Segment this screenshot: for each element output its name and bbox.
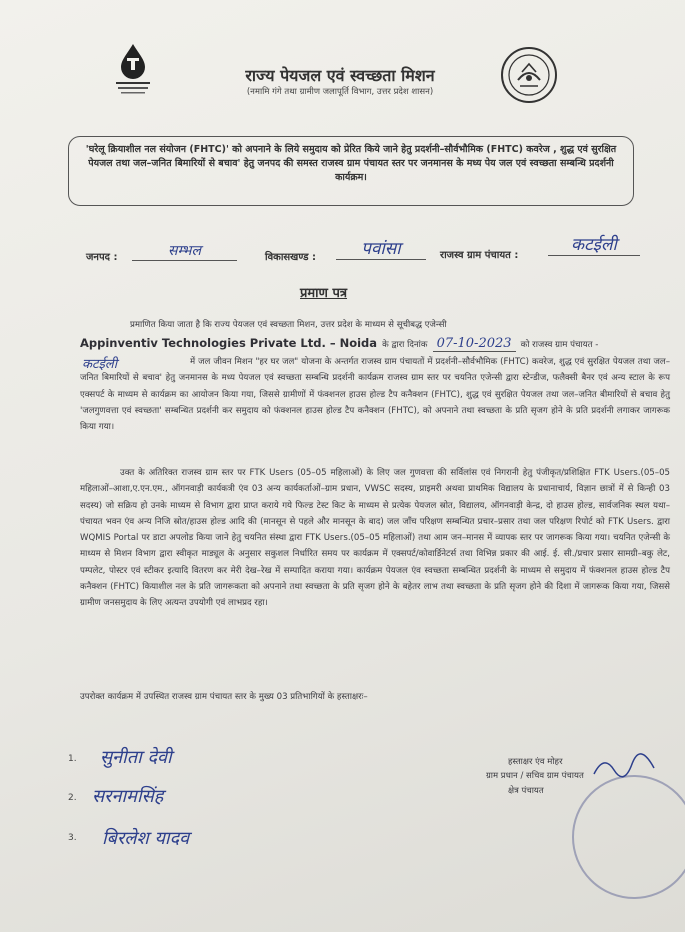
district-label: जनपद : [86, 252, 118, 263]
official-stamp [572, 775, 685, 899]
participant-signature-1: सुनीता देवी [100, 747, 172, 768]
signature-number-1: 1. [68, 754, 77, 764]
panchayat-suffix: को राजस्व ग्राम पंचायत - [520, 340, 599, 350]
program-description-box: 'घरेलू क्रियाशील नल संयोजन (FHTC)' को अपनाने के लिये समुदाय को प्रेरित किये जाने हेतु प्रदर्शनी–सौर्वभौमिक (FHTC) कवरेज , शुद्ध एवं सुरक्षित पेयजल तथा जल–जनित बिमारियों से बचाव' हेतु जनपद की समस्त राजस्व ग्राम पंचायत स्तर पर जनमानस के मध्य पेय जल एवं स्वच्छता सम्बन्धि प्रदर्शनी कार्यक्रम। [68, 136, 634, 206]
district-value: सम्भल [132, 241, 237, 261]
company-date-line [80, 332, 670, 352]
certificate-intro-line: प्रमाणित किया जाता है कि राज्य पेयजल एवं स्वच्छता मिशन, उत्तर प्रदेश के माध्यम से सूचीबद्ध एजेन्सी [130, 320, 447, 330]
up-government-emblem [500, 46, 558, 104]
by-date-label: के द्वारा दिनांक [382, 340, 428, 350]
village-handwritten: कटईली [82, 357, 118, 372]
program-date: 07-10-2023 [433, 336, 516, 352]
participant-signature-3: बिरलेश यादव [102, 828, 190, 849]
paragraph-one: में जल जीवन मिशन "हर घर जल" योजना के अन्तर्गत राजस्व ग्राम पंचायतों में प्रदर्शनी–सौर्वभौमिक (FHTC) कवरेज, शुद्ध एवं सुरक्षित पेयजल तथा जल–जनित बिमारियों से बचाव' हेतु जनमानस के मध्य पेयजल एवं स्वच्छता सम्बन्धि प्रदर्शनी कार्यक्रम राजस्व ग्राम स्तर पर चयनित एजेन्सी द्वारा स्टेन्डीज, फलैक्सी बैनर एवं अन्य स्टाल के रूप एक्सपर्ट के माध्यम से कार्यक्रम का आयोजन किया गया, जिससे ग्रामीणों में फंक्शनल हाउस होल्ड टैप कनैक्शन (FHTC), शुद्ध एवं सुरक्षित पेयजल तथा जल–जनित बीमारियों से बचाव हेतु 'जलगुणवत्ता एवं स्वच्छता' सम्बन्धित प्रदर्शनी कर समुदाय को फंक्शनल हाउस होल्ड टैप कनैक्शन (FHTC), को अपनाने तथा स्वच्छता के प्रति सृजग होने के प्रति प्रदर्शनी लगाकर जागरूक किया गया। [80, 357, 671, 433]
signature-number-3: 3. [68, 833, 77, 843]
certificate-heading: प्रमाण पत्र [300, 286, 348, 301]
page-subtitle: (नमामि गंगे तथा ग्रामीण जलापूर्ति विभाग, उत्तर प्रदेश शासन) [246, 87, 434, 97]
authority-signature-scribble [592, 752, 662, 782]
paragraph-two: उक्त के अतिरिक्त राजस्व ग्राम स्तर पर FTK Users (05–05 महिलाओं) के लिए जल गुणवत्ता की सर्विलांस एवं निगरानी हेतु पंजीकृत/प्रशिक्षित FTK Users.(05–05 महिलाओं–आशा,ए.एन.एम., ऑगनवाड़ी कार्यकत्री एंव 03 अन्य कार्यकर्ताओं–ग्राम प्रधान, VWSC सदस्य, प्राइमरी अथवा प्राथमिक विद्यालय के प्रधानाचार्य, विज्ञान छात्रों में से किन्ही 03 सदस्य) जो सक्रिय हो उनके माध्यम से विभाग द्वारा प्राप्त कराये गये फिल्ड टेस्ट किट के माध्यम से प्रत्येक पेयजल स्रोत, विद्यालय, ऑगनवाड़ी केन्द्र, दो हाउस होल्ड, सार्वजनिक स्थल यथा–पंचायत भवन एंव अन्य निजि स्रोत/हाउस होल्ड आदि की (मानसून से पहले और मानसून के बाद) जल जाँच परिक्षण सम्बन्धित प्रचार–प्रसार तथा जल परिक्षण रिपोर्ट को FTK Users. द्वारा WQMIS Portal पर डाटा अपलोड किया जाने हेतु चयनित संस्था द्वारा FTK Users.(05–05 महिलाओं) तथा आम जन–मानस में व्यापक स्तर पर जागरूक किया गया। चयनित एजेन्सी के माध्यम से मिशन विभाग द्वारा स्वीकृत माड्यूल के अनुसार सकुशल निर्धारित समय पर कार्यक्रम में एक्सपर्ट/कोवार्डिनेटर्स तथा विभिन्न प्रकार की आई. ई. सी./प्रचार प्रसार सामग्री–बकु लेट, पम्पलेट, पोस्टर एवं स्टीकर इत्यादि वितरण कर मेरी देख–रेख में सम्पादित कराया गया। कार्यक्रम पेयजल एंव स्वच्छता सम्बन्धित प्रदर्शनी के माध्यम से समुदाय में फंक्शनल हाउस होल्ड टैप कनैक्शन (FHTC) कियाशील नल के प्रति जागरूकता को अपनाने तथा स्वच्छता के प्रति सृजग होने के बहेतर लाभ तथा स्वच्छता के प्रति सृजग होने की दिशा में जागरूक किया गया, जिससे ग्रामीण जनसमुदाय के लिए अत्यन्त उपयोगी एवं लाभप्रद रहा। [80, 468, 670, 609]
block-value: पवांसा [336, 236, 426, 260]
block-label: विकासखण्ड : [265, 252, 316, 263]
signature-number-2: 2. [68, 793, 77, 803]
authority-title: ग्राम प्रधान / सचिव ग्राम पंचायत [486, 771, 584, 781]
authority-sign-label: हस्ताक्षर एंव मोहर [508, 757, 563, 767]
page-title: राज्य पेयजल एवं स्वच्छता मिशन [245, 66, 435, 85]
authority-area: क्षेत्र पंचायत [508, 786, 544, 796]
panchayat-value: कटईली [548, 232, 640, 256]
participants-note: उपरोक्त कार्यक्रम में उपस्थित राजस्व ग्राम पंचायत स्तर के मुख्य 03 प्रतिभागियों के हस्ताक्षरः– [80, 692, 368, 702]
water-mission-logo [108, 40, 158, 98]
panchayat-label: राजस्व ग्राम पंचायत : [440, 250, 519, 261]
company-name: Appinventiv Technologies Private Ltd. – Noida [80, 336, 378, 350]
participant-signature-2: सरनामसिंह [92, 786, 164, 807]
